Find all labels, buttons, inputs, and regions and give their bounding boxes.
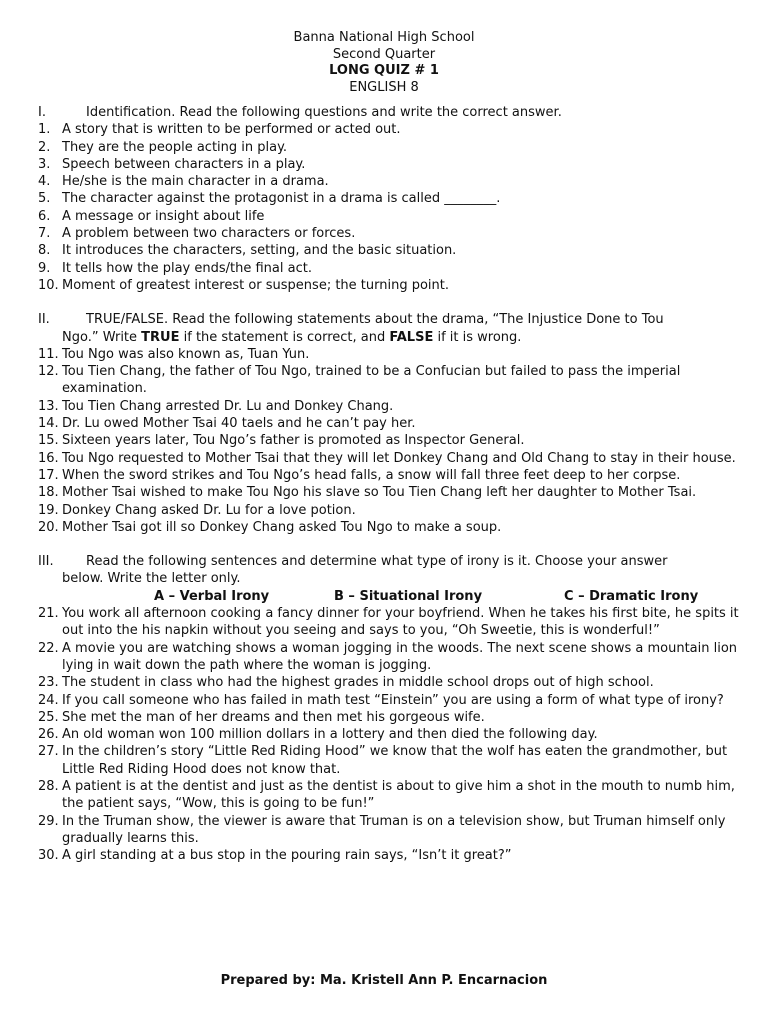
question-number: 9. — [38, 260, 51, 276]
question-number: 11. — [38, 346, 59, 362]
question-item — [38, 674, 746, 691]
question-text: He/she is the main character in a drama. — [62, 174, 329, 190]
question-text: You work all afternoon cooking a fancy dinner for your boyfriend. When he takes his first bite, he spits it out into the his napkin without you seeing and says to you, “Oh Sweetie, this is wonderful!” — [62, 606, 739, 639]
choice-c: C – Dramatic Irony — [564, 588, 699, 604]
section-1-heading — [38, 104, 746, 121]
question-number: 16. — [38, 450, 59, 466]
section-2-items — [38, 346, 746, 536]
question-item — [38, 484, 746, 501]
question-number: 20. — [38, 519, 59, 535]
section-2-instruction: TRUE/FALSE. Read the following statements about the drama, “The Injustice Done to Tou — [86, 312, 664, 328]
choice-b: B – Situational Irony — [334, 588, 483, 604]
school-name: Banna National High School — [293, 30, 475, 45]
question-item — [38, 139, 746, 156]
question-text: Moment of greatest interest or suspense; the turning point. — [62, 277, 450, 293]
question-text: Tou Ngo was also known as, Tuan Yun. — [62, 346, 310, 362]
question-item — [38, 363, 746, 398]
question-item — [38, 467, 746, 484]
question-number: 23. — [38, 675, 59, 691]
question-item — [38, 190, 746, 207]
question-text: In the children’s story “Little Red Riding Hood” we know that the wolf has eaten the grandmother, but Little Red Riding Hood does not know that. — [62, 744, 728, 777]
question-number: 27. — [38, 744, 59, 760]
document-header — [22, 30, 746, 96]
question-text: A story that is written to be performed or acted out. — [62, 122, 401, 138]
question-item — [38, 173, 746, 190]
question-text: Mother Tsai got ill so Donkey Chang asked Tou Ngo to make a soup. — [62, 519, 502, 535]
question-item — [38, 242, 746, 259]
question-item — [38, 450, 746, 467]
question-number: 24. — [38, 692, 59, 708]
question-item — [38, 121, 746, 138]
question-text: She met the man of her dreams and then met his gorgeous wife. — [62, 709, 485, 725]
question-number: 6. — [38, 208, 51, 224]
question-item — [38, 225, 746, 242]
question-text: It tells how the play ends/the final act. — [62, 260, 312, 276]
question-number: 26. — [38, 727, 59, 743]
question-text: Sixteen years later, Tou Ngo’s father is promoted as Inspector General. — [62, 433, 525, 449]
section-2-numeral: II. — [38, 312, 50, 328]
question-number: 25. — [38, 709, 59, 725]
question-item — [38, 156, 746, 173]
question-number: 3. — [38, 156, 51, 172]
question-item — [38, 640, 746, 675]
section-3-instruction: Read the following sentences and determine what type of irony is it. Choose your answer — [86, 554, 668, 570]
choice-a: A – Verbal Irony — [154, 588, 270, 604]
question-item — [38, 605, 746, 640]
question-text: The student in class who had the highest grades in middle school drops out of high school. — [62, 675, 654, 691]
question-number: 14. — [38, 416, 59, 432]
section-1-items — [38, 121, 746, 294]
question-item — [38, 709, 746, 726]
question-number: 15. — [38, 433, 59, 449]
section-3-heading — [38, 553, 746, 570]
question-item — [38, 277, 746, 294]
question-text: Tou Ngo requested to Mother Tsai that they will let Donkey Chang and Old Chang to stay in their house. — [62, 450, 736, 466]
question-text: If you call someone who has failed in math test “Einstein” you are using a form of what type of irony? — [62, 692, 724, 708]
question-text: The character against the protagonist in a drama is called ________. — [62, 191, 501, 207]
question-item — [38, 847, 746, 864]
question-text: Tou Tien Chang arrested Dr. Lu and Donkey Chang. — [62, 398, 394, 414]
question-item — [38, 346, 746, 363]
question-number: 19. — [38, 502, 59, 518]
question-item — [38, 692, 746, 709]
prepared-by: Prepared by: Ma. Kristell Ann P. Encarnacion — [220, 973, 548, 988]
question-item — [38, 208, 746, 225]
section-2-heading — [38, 311, 746, 328]
question-number: 8. — [38, 243, 51, 259]
false-keyword: FALSE — [389, 329, 434, 345]
question-item — [38, 415, 746, 432]
question-text: Donkey Chang asked Dr. Lu for a love potion. — [62, 502, 356, 518]
question-number: 29. — [38, 813, 59, 829]
irony-choices — [38, 588, 746, 605]
question-text: Tou Tien Chang, the father of Tou Ngo, trained to be a Confucian but failed to pass the imperial examination. — [62, 364, 681, 397]
question-text: A movie you are watching shows a woman jogging in the woods. The next scene shows a mountain lion lying in wait down the path where the woman is jogging. — [62, 640, 738, 673]
question-text: Speech between characters in a play. — [62, 156, 306, 172]
question-text: In the Truman show, the viewer is aware that Truman is on a television show, but Truman himself only gradually learns this. — [62, 813, 726, 846]
question-number: 2. — [38, 139, 51, 155]
section-1-instruction: Identification. Read the following questions and write the correct answer. — [86, 105, 562, 120]
question-number: 18. — [38, 485, 59, 501]
question-number: 13. — [38, 398, 59, 414]
question-text: A girl standing at a bus stop in the pouring rain says, “Isn’t it great?” — [62, 848, 512, 864]
question-number: 7. — [38, 226, 51, 242]
question-text: A problem between two characters or forces. — [62, 226, 356, 242]
quiz-title: LONG QUIZ # 1 — [329, 63, 439, 78]
subject-label: ENGLISH 8 — [349, 79, 419, 95]
true-keyword: TRUE — [141, 329, 180, 345]
question-item — [38, 502, 746, 519]
question-item — [38, 743, 746, 778]
question-number: 22. — [38, 640, 59, 656]
question-item — [38, 260, 746, 277]
question-number: 21. — [38, 606, 59, 622]
question-text: They are the people acting in play. — [62, 139, 288, 155]
section-1-numeral: I. — [38, 105, 46, 120]
question-number: 5. — [38, 191, 51, 207]
question-text: When the sword strikes and Tou Ngo’s head falls, a snow will fall three feet deep to her corpse. — [62, 467, 681, 483]
section-3-numeral: III. — [38, 554, 54, 570]
question-text: A patient is at the dentist and just as the dentist is about to give him a shot in the mouth to numb him, the patient says, “Wow, this is going to be fun!” — [62, 778, 735, 812]
question-number: 10. — [38, 277, 59, 293]
question-item — [38, 519, 746, 536]
question-text: Dr. Lu owed Mother Tsai 40 taels and he can’t pay her. — [62, 416, 416, 432]
question-text: An old woman won 100 million dollars in a lottery and then died the following day. — [62, 727, 598, 743]
quarter-label: Second Quarter — [332, 46, 436, 62]
question-item — [38, 726, 746, 743]
section-3-items — [38, 605, 746, 864]
question-number: 1. — [38, 122, 51, 138]
question-number: 30. — [38, 848, 59, 864]
question-text: A message or insight about life — [62, 208, 265, 224]
section-2-instruction-cont: Ngo.” Write TRUE if the statement is correct, and FALSE if it is wrong. — [62, 329, 522, 345]
question-item — [38, 813, 746, 848]
question-number: 12. — [38, 364, 59, 380]
question-text: Mother Tsai wished to make Tou Ngo his slave so Tou Tien Chang left her daughter to Mother Tsai. — [62, 485, 697, 501]
question-item — [38, 778, 746, 813]
question-number: 28. — [38, 778, 59, 794]
question-item — [38, 432, 746, 449]
section-3-instruction-cont: below. Write the letter only. — [62, 571, 241, 587]
question-item — [38, 398, 746, 415]
question-number: 4. — [38, 174, 51, 190]
question-number: 17. — [38, 467, 59, 483]
question-text: It introduces the characters, setting, and the basic situation. — [62, 243, 457, 259]
